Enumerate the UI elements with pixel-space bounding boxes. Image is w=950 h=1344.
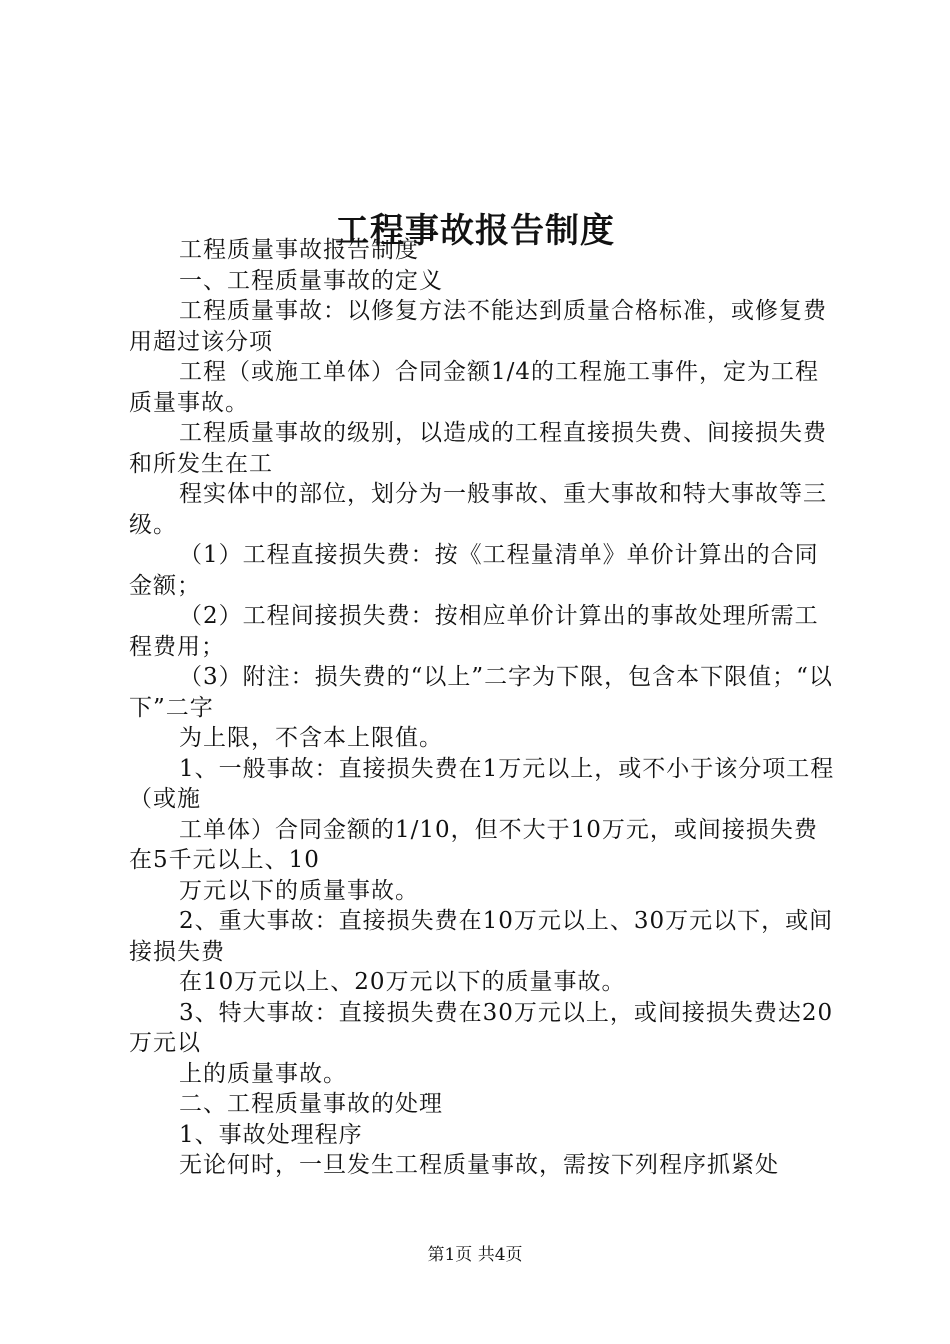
paragraph: （1）工程直接损失费：按《工程量清单》单价计算出的合同金额；	[129, 542, 819, 599]
paragraph: 工程质量事故：以修复方法不能达到质量合格标准，或修复费用超过该分项	[129, 298, 827, 355]
paragraph: 二、工程质量事故的处理	[179, 1091, 443, 1117]
paragraph: 上的质量事故。	[179, 1060, 347, 1087]
paragraph: 工程质量事故报告制度	[179, 237, 419, 263]
paragraph: 1、事故处理程序	[179, 1121, 363, 1148]
paragraph: 为上限，不含本上限值。	[179, 725, 443, 751]
page-number-footer: 第1页 共4页	[427, 1245, 523, 1265]
paragraph: 3、特大事故：直接损失费在30万元以上，或间接损失费达20万元以	[129, 999, 834, 1056]
paragraph: （2）工程间接损失费：按相应单价计算出的事故处理所需工程费用；	[129, 603, 819, 660]
document-body	[129, 235, 835, 1181]
paragraph: 1、一般事故：直接损失费在1万元以上，或不小于该分项工程（或施	[129, 755, 835, 812]
paragraph: 无论何时，一旦发生工程质量事故，需按下列程序抓紧处	[179, 1152, 779, 1178]
paragraph: 2、重大事故：直接损失费在10万元以上、30万元以下，或间接损失费	[129, 908, 834, 965]
paragraph: 万元以下的质量事故。	[179, 877, 419, 904]
paragraph: （3）附注：损失费的“以上”二字为下限，包含本下限值；“以下”二字	[129, 664, 833, 721]
paragraph: 在10万元以上、20万元以下的质量事故。	[179, 969, 626, 995]
document-title: 工程事故报告制度	[335, 210, 615, 251]
paragraph: 工程质量事故的级别，以造成的工程直接损失费、间接损失费和所发生在工	[129, 420, 827, 477]
paragraph: 程实体中的部位，划分为一般事故、重大事故和特大事故等三级。	[129, 481, 827, 538]
paragraph: 工程（或施工单体）合同金额1/4的工程施工事件，定为工程质量事故。	[129, 359, 820, 416]
paragraph: 工单体）合同金额的1/10，但不大于10万元，或间接损失费在5千元以上、10	[129, 816, 818, 873]
paragraph: 一、工程质量事故的定义	[179, 267, 443, 294]
